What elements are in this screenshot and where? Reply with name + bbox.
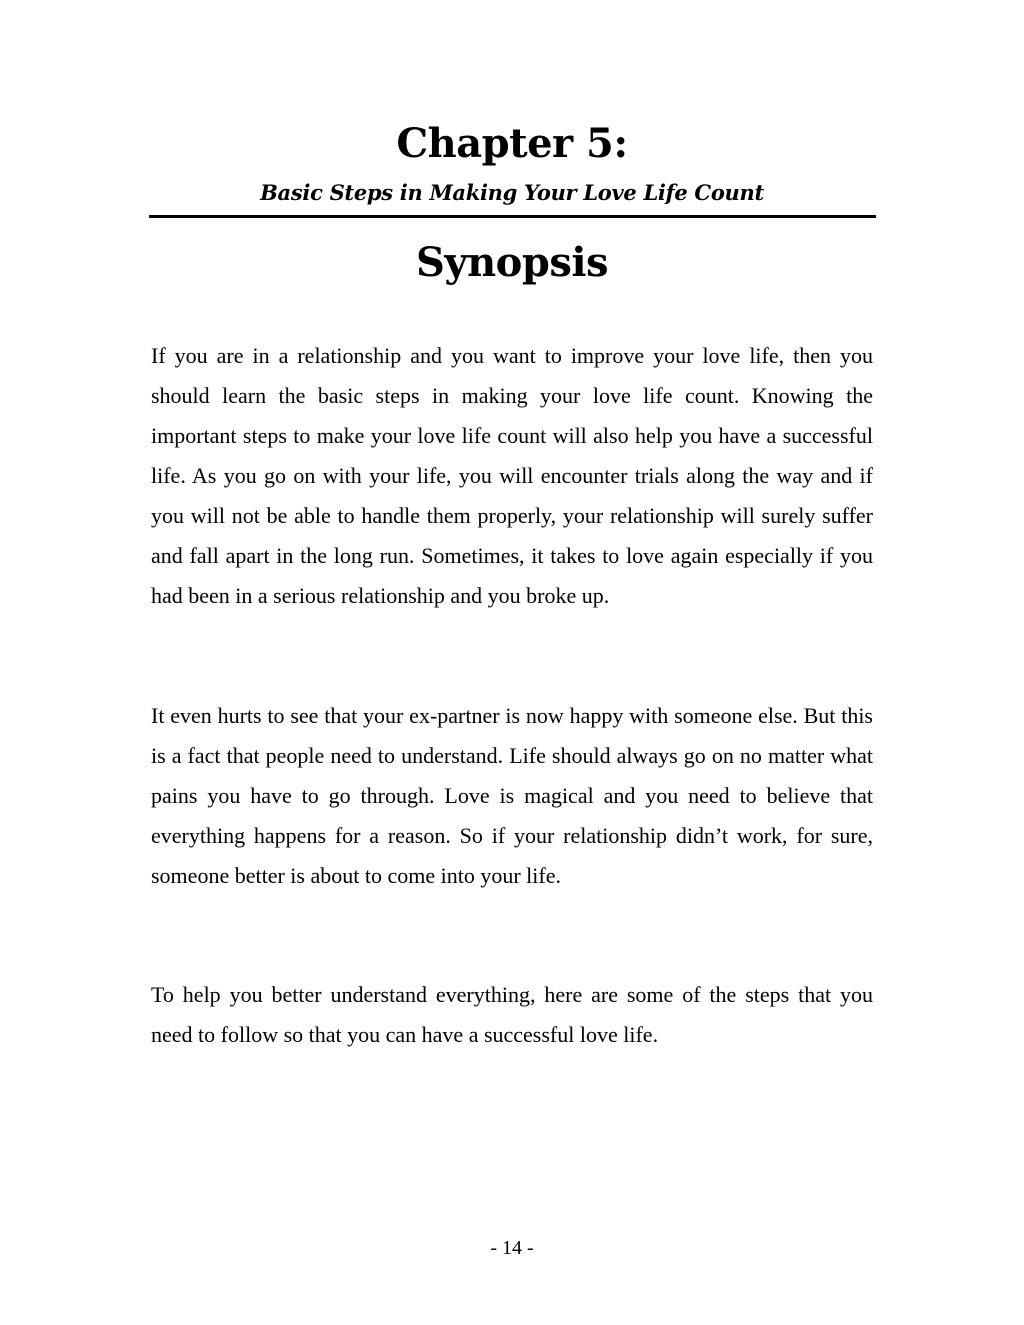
section-title: Synopsis	[415, 239, 609, 286]
body-paragraph-2: It even hurts to see that your ex-partner is now happy with someone else. But this is a fact that people need to understand. Life should always go on no matter what pains you have to go through. Love is magical and you need to believe that everything happens for a reason. So if your relationship didn’t work, for sure, someone better is about to come into your life.	[151, 703, 873, 888]
page-number: - 14 -	[490, 1237, 534, 1259]
chapter-title: Chapter 5:	[396, 120, 628, 167]
body-paragraph-3: To help you better understand everything, here are some of the steps that you need to follow so that you can have a successful love life.	[151, 982, 873, 1047]
body-paragraph-1: If you are in a relationship and you want to improve your love life, then you should learn the basic steps in making your love life count. Knowing the important steps to make your love life count will also help you have a successful life. As you go on with your life, you will encounter trials along the way and if you will not be able to handle them properly, your relationship will surely suffer and fall apart in the long run. Sometimes, it takes to love again especially if you had been in a serious relationship and you broke up.	[151, 343, 873, 608]
title-divider	[149, 215, 876, 218]
chapter-subtitle: Basic Steps in Making Your Love Life Count	[260, 180, 764, 205]
